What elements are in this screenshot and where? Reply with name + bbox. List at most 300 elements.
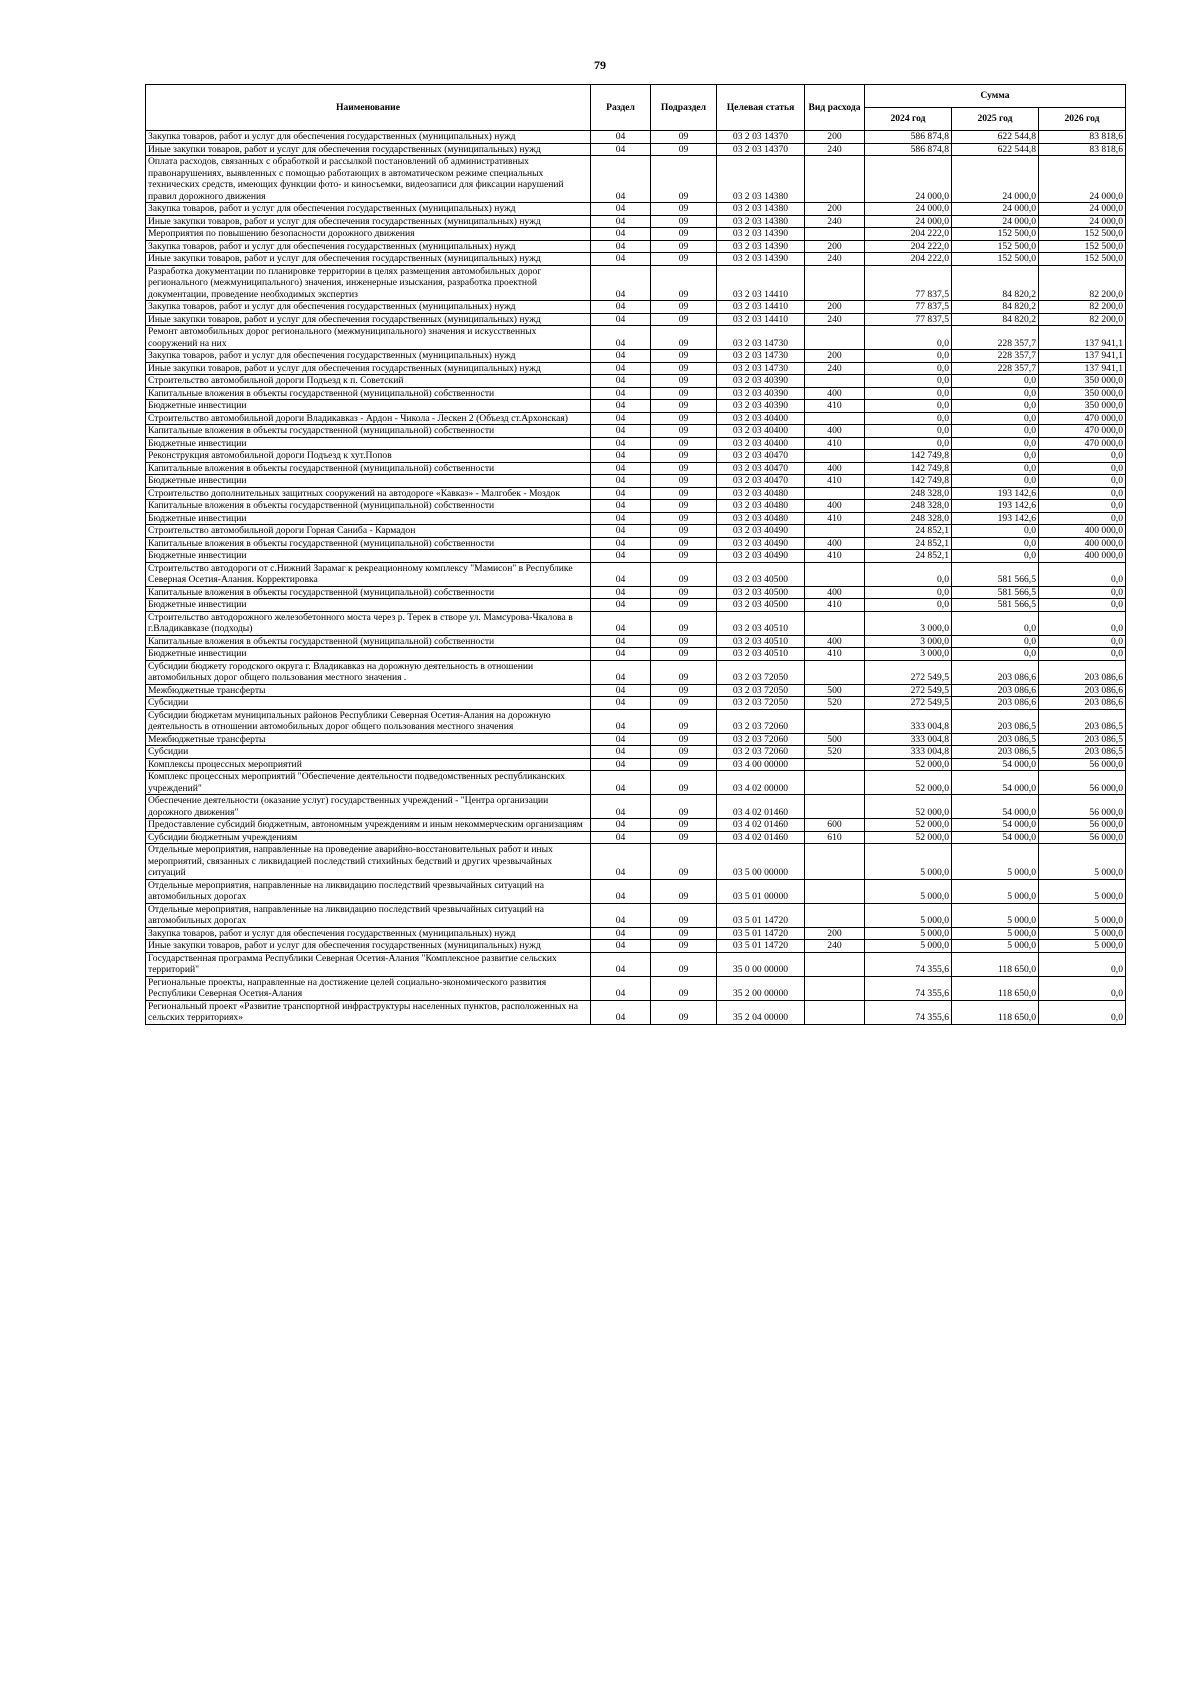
row-sum-2024: 52 000,0 [865,771,952,795]
row-expense-type: 200 [805,240,865,253]
row-section: 04 [591,475,651,488]
table-row [146,375,1126,388]
row-name: Субсидии бюджетным учреждениям [146,831,591,844]
row-target-item: 03 2 03 14370 [717,143,805,156]
row-sum-2025: 54 000,0 [952,831,1039,844]
row-name: Отдельные мероприятия, направленные на ликвидацию последствий чрезвычайных ситуаций на автомобильных дорогах [146,903,591,927]
row-subsection: 09 [651,215,717,228]
row-name: Капитальные вложения в объекты государственной (муниципальной) собственности [146,500,591,513]
row-expense-type [805,660,865,684]
row-sum-2026: 0,0 [1039,599,1126,612]
row-target-item: 03 2 03 40510 [717,611,805,635]
row-target-item: 03 2 03 14370 [717,131,805,144]
row-expense-type [805,487,865,500]
row-target-item: 03 2 03 40400 [717,425,805,438]
row-sum-2024: 333 004,8 [865,733,952,746]
row-sum-2024: 24 852,1 [865,525,952,538]
row-subsection: 09 [651,903,717,927]
row-sum-2025: 193 142,6 [952,487,1039,500]
row-section: 04 [591,635,651,648]
row-sum-2024: 24 000,0 [865,215,952,228]
row-subsection: 09 [651,375,717,388]
row-sum-2025: 0,0 [952,635,1039,648]
row-section: 04 [591,387,651,400]
table-row [146,156,1126,203]
row-name: Предоставление субсидий бюджетным, автономным учреждениям и иным некоммерческим организациям [146,819,591,832]
row-sum-2026: 56 000,0 [1039,771,1126,795]
row-sum-2024: 142 749,8 [865,475,952,488]
row-sum-2025: 581 566,5 [952,599,1039,612]
table-row [146,831,1126,844]
row-sum-2024: 0,0 [865,437,952,450]
row-expense-type: 400 [805,586,865,599]
table-row [146,903,1126,927]
row-sum-2024: 24 000,0 [865,203,952,216]
row-subsection: 09 [651,437,717,450]
row-sum-2025: 203 086,6 [952,697,1039,710]
row-subsection: 09 [651,500,717,513]
row-section: 04 [591,660,651,684]
table-row [146,215,1126,228]
row-sum-2025: 0,0 [952,475,1039,488]
row-subsection: 09 [651,487,717,500]
row-target-item: 03 2 03 14380 [717,156,805,203]
row-section: 04 [591,450,651,463]
row-target-item: 03 4 02 01460 [717,795,805,819]
row-target-item: 03 2 03 72060 [717,733,805,746]
row-expense-type [805,375,865,388]
row-expense-type [805,709,865,733]
row-name: Ремонт автомобильных дорог регионального (межмуниципального) значения и искусственных сооружений на них [146,326,591,350]
row-section: 04 [591,684,651,697]
row-section: 04 [591,203,651,216]
header-year-2026: 2026 год [1039,108,1126,131]
row-sum-2024: 77 837,5 [865,313,952,326]
row-name: Бюджетные инвестиции [146,648,591,661]
row-sum-2026: 400 000,0 [1039,537,1126,550]
row-subsection: 09 [651,240,717,253]
row-target-item: 03 2 03 14390 [717,228,805,241]
row-name: Иные закупки товаров, работ и услуг для обеспечения государственных (муниципальных) нужд [146,940,591,953]
row-name: Закупка товаров, работ и услуг для обеспечения государственных (муниципальных) нужд [146,131,591,144]
row-sum-2025: 0,0 [952,550,1039,563]
row-expense-type: 410 [805,599,865,612]
header-name: Наименование [146,85,591,131]
row-sum-2025: 5 000,0 [952,879,1039,903]
row-sum-2024: 24 852,1 [865,537,952,550]
row-subsection: 09 [651,635,717,648]
row-target-item: 03 2 03 72050 [717,697,805,710]
row-name: Субсидии [146,697,591,710]
row-sum-2026: 350 000,0 [1039,375,1126,388]
header-sum: Сумма [865,85,1126,108]
row-target-item: 03 2 03 14410 [717,301,805,314]
row-sum-2026: 0,0 [1039,648,1126,661]
row-section: 04 [591,143,651,156]
row-name: Реконструкция автомобильной дороги Подъезд к хут.Попов [146,450,591,463]
row-sum-2024: 333 004,8 [865,746,952,759]
row-name: Закупка товаров, работ и услуг для обеспечения государственных (муниципальных) нужд [146,240,591,253]
row-subsection: 09 [651,771,717,795]
row-sum-2025: 0,0 [952,387,1039,400]
row-expense-type [805,976,865,1000]
row-sum-2025: 152 500,0 [952,228,1039,241]
row-sum-2025: 0,0 [952,400,1039,413]
row-section: 04 [591,758,651,771]
row-sum-2026: 0,0 [1039,462,1126,475]
row-name: Капитальные вложения в объекты государственной (муниципальной) собственности [146,635,591,648]
row-sum-2026: 203 086,5 [1039,733,1126,746]
row-sum-2024: 333 004,8 [865,709,952,733]
row-target-item: 03 2 03 14410 [717,313,805,326]
row-subsection: 09 [651,819,717,832]
row-expense-type: 410 [805,648,865,661]
row-subsection: 09 [651,253,717,266]
row-sum-2026: 350 000,0 [1039,400,1126,413]
row-sum-2026: 5 000,0 [1039,879,1126,903]
row-sum-2024: 272 549,5 [865,697,952,710]
row-target-item: 03 2 03 40470 [717,462,805,475]
row-subsection: 09 [651,940,717,953]
row-sum-2026: 470 000,0 [1039,425,1126,438]
row-expense-type: 200 [805,203,865,216]
row-sum-2025: 0,0 [952,525,1039,538]
row-expense-type [805,1000,865,1024]
table-row [146,771,1126,795]
row-expense-type: 240 [805,143,865,156]
row-sum-2025: 581 566,5 [952,586,1039,599]
row-section: 04 [591,400,651,413]
row-sum-2024: 52 000,0 [865,758,952,771]
row-target-item: 03 2 03 40390 [717,375,805,388]
table-row [146,697,1126,710]
row-expense-type [805,903,865,927]
row-sum-2024: 0,0 [865,350,952,363]
row-expense-type: 400 [805,500,865,513]
table-row [146,412,1126,425]
row-expense-type: 240 [805,253,865,266]
row-subsection: 09 [651,611,717,635]
row-expense-type: 410 [805,437,865,450]
row-name: Строительство дополнительных защитных сооружений на автодороге «Кавказ» - Малгобек - Моздок [146,487,591,500]
row-sum-2026: 470 000,0 [1039,437,1126,450]
row-section: 04 [591,976,651,1000]
row-sum-2026: 203 086,6 [1039,684,1126,697]
row-expense-type: 600 [805,819,865,832]
row-sum-2025: 5 000,0 [952,844,1039,880]
row-sum-2024: 52 000,0 [865,795,952,819]
row-expense-type [805,525,865,538]
row-name: Капитальные вложения в объекты государственной (муниципальной) собственности [146,537,591,550]
row-target-item: 35 2 00 00000 [717,976,805,1000]
table-row [146,437,1126,450]
row-sum-2024: 52 000,0 [865,831,952,844]
row-sum-2026: 56 000,0 [1039,795,1126,819]
table-row [146,746,1126,759]
row-sum-2026: 0,0 [1039,635,1126,648]
row-sum-2026: 0,0 [1039,475,1126,488]
row-target-item: 03 2 03 40390 [717,387,805,400]
table-row [146,819,1126,832]
row-name: Капитальные вложения в объекты государственной (муниципальной) собственности [146,425,591,438]
row-target-item: 03 2 03 72050 [717,660,805,684]
row-section: 04 [591,500,651,513]
row-section: 04 [591,437,651,450]
row-sum-2026: 0,0 [1039,500,1126,513]
table-row [146,940,1126,953]
row-name: Региональный проект «Развитие транспортной инфраструктуры населенных пунктов, расположенных на сельских территориях» [146,1000,591,1024]
row-subsection: 09 [651,525,717,538]
header-expense-type: Вид расхода [805,85,865,131]
row-sum-2026: 137 941,1 [1039,326,1126,350]
row-name: Закупка товаров, работ и услуг для обеспечения государственных (муниципальных) нужд [146,927,591,940]
row-expense-type [805,795,865,819]
row-subsection: 09 [651,697,717,710]
row-sum-2025: 118 650,0 [952,976,1039,1000]
table-row [146,387,1126,400]
row-section: 04 [591,771,651,795]
row-sum-2024: 3 000,0 [865,611,952,635]
row-section: 04 [591,1000,651,1024]
row-expense-type: 500 [805,733,865,746]
row-target-item: 03 2 03 40500 [717,586,805,599]
row-sum-2025: 24 000,0 [952,203,1039,216]
row-subsection: 09 [651,758,717,771]
row-sum-2024: 0,0 [865,387,952,400]
row-name: Строительство автодороги от с.Нижний Зарамаг к рекреационному комплексу "Мамисон" в Республике Северная Осетия-Алания. Корректировка [146,562,591,586]
table-row [146,462,1126,475]
row-section: 04 [591,131,651,144]
table-row [146,952,1126,976]
row-sum-2024: 5 000,0 [865,903,952,927]
table-header [146,85,1126,131]
row-section: 04 [591,301,651,314]
row-subsection: 09 [651,387,717,400]
row-target-item: 03 2 03 40400 [717,412,805,425]
table-row [146,879,1126,903]
row-expense-type [805,412,865,425]
row-sum-2025: 0,0 [952,648,1039,661]
row-subsection: 09 [651,952,717,976]
row-name: Бюджетные инвестиции [146,400,591,413]
row-section: 04 [591,412,651,425]
row-expense-type [805,326,865,350]
header-target-item: Целевая статья [717,85,805,131]
row-sum-2025: 118 650,0 [952,952,1039,976]
table-row [146,648,1126,661]
table-row [146,313,1126,326]
row-section: 04 [591,697,651,710]
row-section: 04 [591,228,651,241]
row-expense-type [805,228,865,241]
row-subsection: 09 [651,400,717,413]
row-section: 04 [591,562,651,586]
row-section: 04 [591,350,651,363]
row-sum-2024: 24 852,1 [865,550,952,563]
row-subsection: 09 [651,131,717,144]
row-sum-2025: 203 086,5 [952,709,1039,733]
row-subsection: 09 [651,326,717,350]
row-target-item: 03 5 01 14720 [717,927,805,940]
row-target-item: 03 5 01 14720 [717,903,805,927]
row-subsection: 09 [651,660,717,684]
table-row [146,131,1126,144]
table-row [146,203,1126,216]
row-sum-2026: 83 818,6 [1039,131,1126,144]
row-sum-2024: 5 000,0 [865,940,952,953]
row-section: 04 [591,253,651,266]
row-subsection: 09 [651,362,717,375]
row-sum-2024: 24 000,0 [865,156,952,203]
row-sum-2026: 203 086,6 [1039,660,1126,684]
row-name: Комплекс процессных мероприятий "Обеспечение деятельности подведомственных республиканских учреждений" [146,771,591,795]
row-expense-type: 410 [805,400,865,413]
row-sum-2024: 0,0 [865,425,952,438]
table-row [146,586,1126,599]
row-sum-2026: 24 000,0 [1039,215,1126,228]
row-section: 04 [591,326,651,350]
row-sum-2024: 74 355,6 [865,1000,952,1024]
row-section: 04 [591,462,651,475]
row-expense-type [805,771,865,795]
row-sum-2026: 82 200,0 [1039,313,1126,326]
row-subsection: 09 [651,586,717,599]
row-section: 04 [591,927,651,940]
row-target-item: 03 4 02 00000 [717,771,805,795]
row-name: Межбюджетные трансферты [146,684,591,697]
row-sum-2025: 5 000,0 [952,903,1039,927]
row-expense-type: 200 [805,927,865,940]
row-subsection: 09 [651,550,717,563]
row-name: Комплексы процессных мероприятий [146,758,591,771]
header-section: Раздел [591,85,651,131]
row-sum-2024: 0,0 [865,412,952,425]
row-target-item: 03 4 00 00000 [717,758,805,771]
row-subsection: 09 [651,831,717,844]
row-sum-2025: 54 000,0 [952,819,1039,832]
row-target-item: 03 2 03 40490 [717,550,805,563]
row-name: Бюджетные инвестиции [146,550,591,563]
row-subsection: 09 [651,156,717,203]
row-name: Капитальные вложения в объекты государственной (муниципальной) собственности [146,586,591,599]
table-row [146,562,1126,586]
row-sum-2026: 5 000,0 [1039,903,1126,927]
row-name: Субсидии бюджету городского округа г. Владикавказ на дорожную деятельность в отношении автомобильных дорог общего пользования местного значения . [146,660,591,684]
row-sum-2026: 0,0 [1039,976,1126,1000]
row-sum-2026: 56 000,0 [1039,758,1126,771]
row-name: Государственная программа Республики Северная Осетия-Алания "Комплексное развитие сельских территорий" [146,952,591,976]
row-subsection: 09 [651,475,717,488]
row-sum-2026: 203 086,5 [1039,746,1126,759]
row-sum-2025: 203 086,5 [952,733,1039,746]
row-name: Межбюджетные трансферты [146,733,591,746]
row-expense-type [805,611,865,635]
table-row [146,301,1126,314]
row-target-item: 35 0 00 00000 [717,952,805,976]
row-sum-2026: 0,0 [1039,562,1126,586]
table-row [146,733,1126,746]
table-row [146,660,1126,684]
row-section: 04 [591,313,651,326]
row-sum-2025: 84 820,2 [952,301,1039,314]
table-row [146,684,1126,697]
row-subsection: 09 [651,425,717,438]
row-sum-2026: 0,0 [1039,487,1126,500]
row-sum-2024: 74 355,6 [865,976,952,1000]
table-row [146,758,1126,771]
row-name: Строительство автомобильной дороги Подъезд к п. Советский [146,375,591,388]
table-row [146,350,1126,363]
row-name: Бюджетные инвестиции [146,599,591,612]
row-section: 04 [591,940,651,953]
row-subsection: 09 [651,462,717,475]
table-body [146,131,1126,1025]
row-target-item: 03 2 03 40500 [717,562,805,586]
row-sum-2025: 0,0 [952,412,1039,425]
row-sum-2024: 142 749,8 [865,462,952,475]
row-sum-2025: 228 357,7 [952,326,1039,350]
row-sum-2025: 203 086,6 [952,660,1039,684]
header-subsection: Подраздел [651,85,717,131]
row-sum-2024: 5 000,0 [865,879,952,903]
row-subsection: 09 [651,350,717,363]
row-sum-2026: 400 000,0 [1039,525,1126,538]
row-sum-2026: 82 200,0 [1039,265,1126,301]
row-sum-2025: 622 544,8 [952,143,1039,156]
row-sum-2024: 0,0 [865,400,952,413]
row-name: Капитальные вложения в объекты государственной (муниципальной) собственности [146,387,591,400]
table-row [146,976,1126,1000]
row-target-item: 03 2 03 40510 [717,648,805,661]
table-row [146,795,1126,819]
row-sum-2024: 272 549,5 [865,684,952,697]
row-sum-2024: 0,0 [865,326,952,350]
table-row [146,611,1126,635]
row-sum-2024: 204 222,0 [865,228,952,241]
row-name: Разработка документации по планировке территории в целях размещения автомобильных дорог регионального (межмуниципального) значения, инженерные изыскания, разработка проектной документации, проведение необходимых экспертиз [146,265,591,301]
row-sum-2026: 152 500,0 [1039,240,1126,253]
row-expense-type: 200 [805,350,865,363]
row-sum-2024: 0,0 [865,599,952,612]
row-sum-2025: 24 000,0 [952,156,1039,203]
row-sum-2025: 152 500,0 [952,240,1039,253]
row-subsection: 09 [651,746,717,759]
row-sum-2026: 203 086,6 [1039,697,1126,710]
row-target-item: 03 2 03 72060 [717,746,805,759]
row-sum-2026: 82 200,0 [1039,301,1126,314]
row-subsection: 09 [651,976,717,1000]
row-sum-2024: 3 000,0 [865,648,952,661]
row-section: 04 [591,550,651,563]
row-sum-2025: 228 357,7 [952,350,1039,363]
page-number: 79 [594,58,606,72]
row-sum-2024: 272 549,5 [865,660,952,684]
row-sum-2026: 24 000,0 [1039,203,1126,216]
row-subsection: 09 [651,879,717,903]
row-sum-2026: 400 000,0 [1039,550,1126,563]
row-expense-type: 200 [805,131,865,144]
row-target-item: 03 2 03 40490 [717,525,805,538]
row-target-item: 03 2 03 14730 [717,350,805,363]
row-section: 04 [591,215,651,228]
row-sum-2024: 74 355,6 [865,952,952,976]
row-subsection: 09 [651,313,717,326]
row-expense-type: 240 [805,215,865,228]
row-sum-2026: 5 000,0 [1039,927,1126,940]
row-subsection: 09 [651,795,717,819]
row-expense-type [805,844,865,880]
row-sum-2026: 0,0 [1039,450,1126,463]
